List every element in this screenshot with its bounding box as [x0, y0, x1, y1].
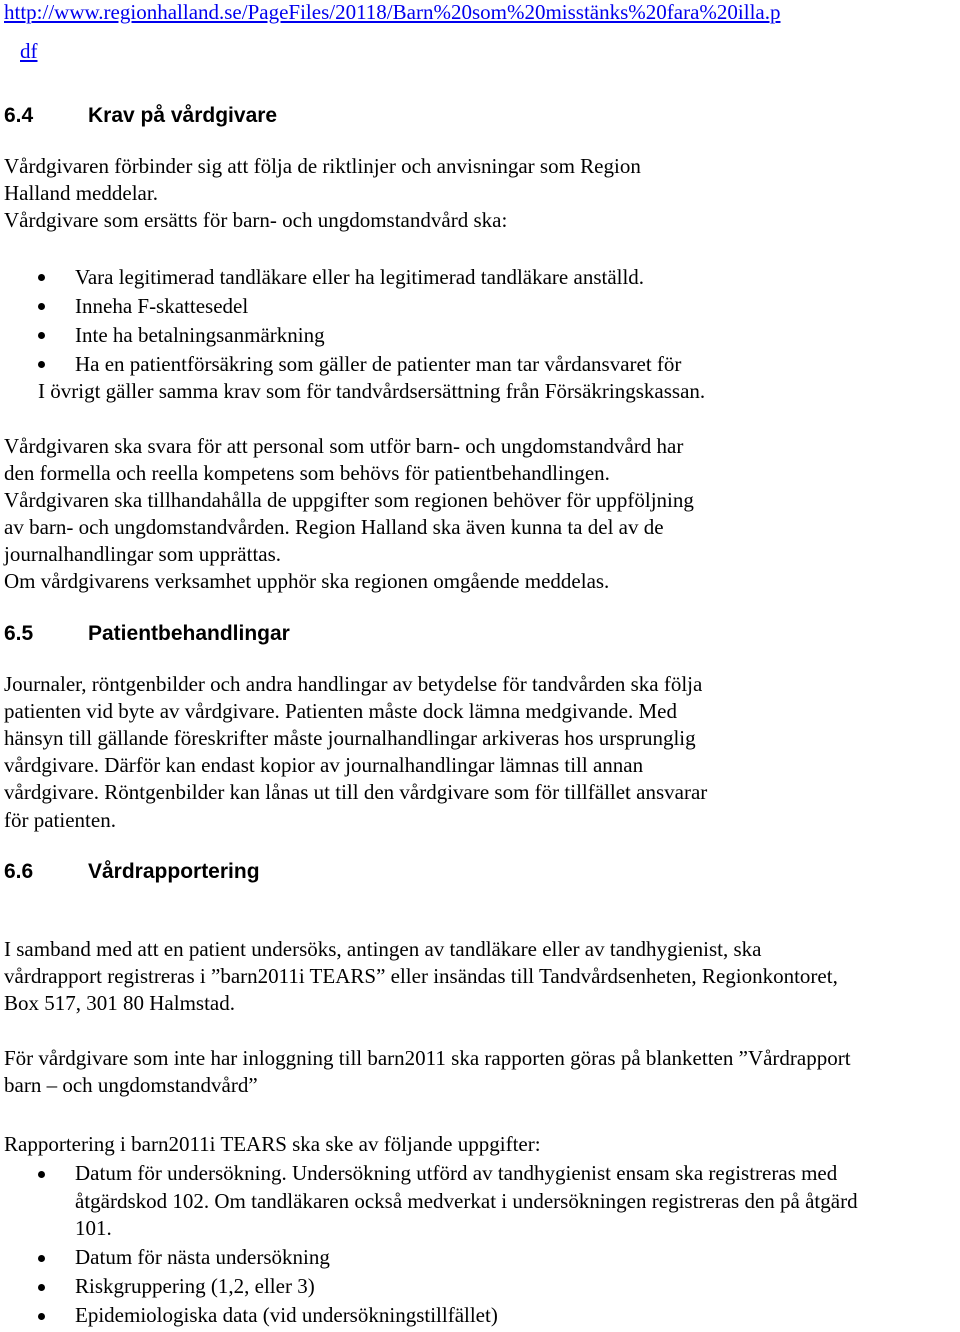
- list-item: Inneha F-skattesedel: [75, 294, 249, 318]
- list-item-continuation: 101.: [75, 1216, 112, 1240]
- list-item: Datum för nästa undersökning: [75, 1245, 330, 1269]
- paragraph-line: I övrigt gäller samma krav som för tandvårdsersättning från Försäkringskassan.: [38, 379, 706, 403]
- paragraph-line: Journaler, röntgenbilder och andra handlingar av betydelse för tandvården ska följa: [4, 672, 703, 696]
- bullet-icon: [38, 1255, 45, 1262]
- paragraph-line: Vårdgivaren ska tillhandahålla de uppgifter som regionen behöver för uppföljning: [4, 488, 694, 512]
- paragraph-line: av barn- och ungdomstandvården. Region Halland ska även kunna ta del av de: [4, 515, 664, 539]
- section-heading-6-6: [4, 858, 260, 885]
- document-link-line-2[interactable]: df: [20, 39, 38, 63]
- bullet-icon: [38, 332, 45, 339]
- section-heading-6-5: [4, 620, 290, 647]
- section-title: Vårdrapportering: [88, 860, 260, 883]
- bullet-icon: [38, 274, 45, 281]
- list-item: Inte ha betalningsanmärkning: [75, 323, 325, 347]
- list-item: Epidemiologiska data (vid undersökningstillfället): [75, 1303, 498, 1327]
- paragraph-line: vårdrapport registreras i ”barn2011i TEARS” eller insändas till Tandvårdsenheten, Regionkontoret,: [4, 964, 838, 988]
- list-item: Ha en patientförsäkring som gäller de patienter man tar vårdansvaret för: [75, 352, 682, 376]
- paragraph-line: hänsyn till gällande föreskrifter måste journalhandlingar arkiveras hos ursprunglig: [4, 726, 696, 750]
- paragraph-line: Vårdgivaren förbinder sig att följa de riktlinjer och anvisningar som Region: [4, 154, 641, 178]
- bullet-icon: [38, 1313, 45, 1320]
- section-number: 6.4: [4, 104, 34, 127]
- document-link-line-1[interactable]: http://www.regionhalland.se/PageFiles/20118/Barn%20som%20misstänks%20fara%20illa.p: [4, 0, 781, 24]
- list-item-continuation: åtgärdskod 102. Om tandläkaren också medverkat i undersökningen registreras den på åtgärd: [75, 1189, 858, 1213]
- section-title: Krav på vårdgivare: [88, 104, 278, 127]
- bullet-icon: [38, 361, 45, 368]
- paragraph-line: för patienten.: [4, 808, 116, 832]
- section-heading-6-4: [4, 102, 277, 129]
- section-number: 6.5: [4, 622, 34, 645]
- list-item: Riskgruppering (1,2, eller 3): [75, 1274, 315, 1298]
- bullet-icon: [38, 1171, 45, 1178]
- paragraph-line: vårdgivare. Därför kan endast kopior av journalhandlingar lämnas till annan: [4, 753, 644, 777]
- paragraph-line: För vårdgivare som inte har inloggning till barn2011 ska rapporten göras på blanketten ”Vårdrapport: [4, 1046, 851, 1070]
- section-title: Patientbehandlingar: [88, 622, 290, 645]
- paragraph-line: Halland meddelar.: [4, 181, 158, 205]
- paragraph-line: Rapportering i barn2011i TEARS ska ske av följande uppgifter:: [4, 1132, 541, 1156]
- paragraph-line: I samband med att en patient undersöks, antingen av tandläkare eller av tandhygienist, ska: [4, 937, 762, 961]
- paragraph-line: Om vårdgivarens verksamhet upphör ska regionen omgående meddelas.: [4, 569, 610, 593]
- bullet-icon: [38, 303, 45, 310]
- paragraph-line: journalhandlingar som upprättas.: [4, 542, 282, 566]
- paragraph-line: vårdgivare. Röntgenbilder kan lånas ut till den vårdgivare som för tillfället ansvarar: [4, 780, 708, 804]
- list-item: Datum för undersökning. Undersökning utförd av tandhygienist ensam ska registreras med: [75, 1161, 838, 1185]
- bullet-icon: [38, 1284, 45, 1291]
- paragraph-line: patienten vid byte av vårdgivare. Patienten måste dock lämna medgivande. Med: [4, 699, 677, 723]
- paragraph-line: Box 517, 301 80 Halmstad.: [4, 991, 235, 1015]
- paragraph-line: Vårdgivaren ska svara för att personal som utför barn- och ungdomstandvård har: [4, 434, 684, 458]
- list-item: Vara legitimerad tandläkare eller ha legitimerad tandläkare anställd.: [75, 265, 645, 289]
- paragraph-line: Vårdgivare som ersätts för barn- och ungdomstandvård ska:: [4, 208, 508, 232]
- paragraph-line: barn – och ungdomstandvård”: [4, 1073, 258, 1097]
- paragraph-line: den formella och reella kompetens som behövs för patientbehandlingen.: [4, 461, 610, 485]
- section-number: 6.6: [4, 860, 34, 883]
